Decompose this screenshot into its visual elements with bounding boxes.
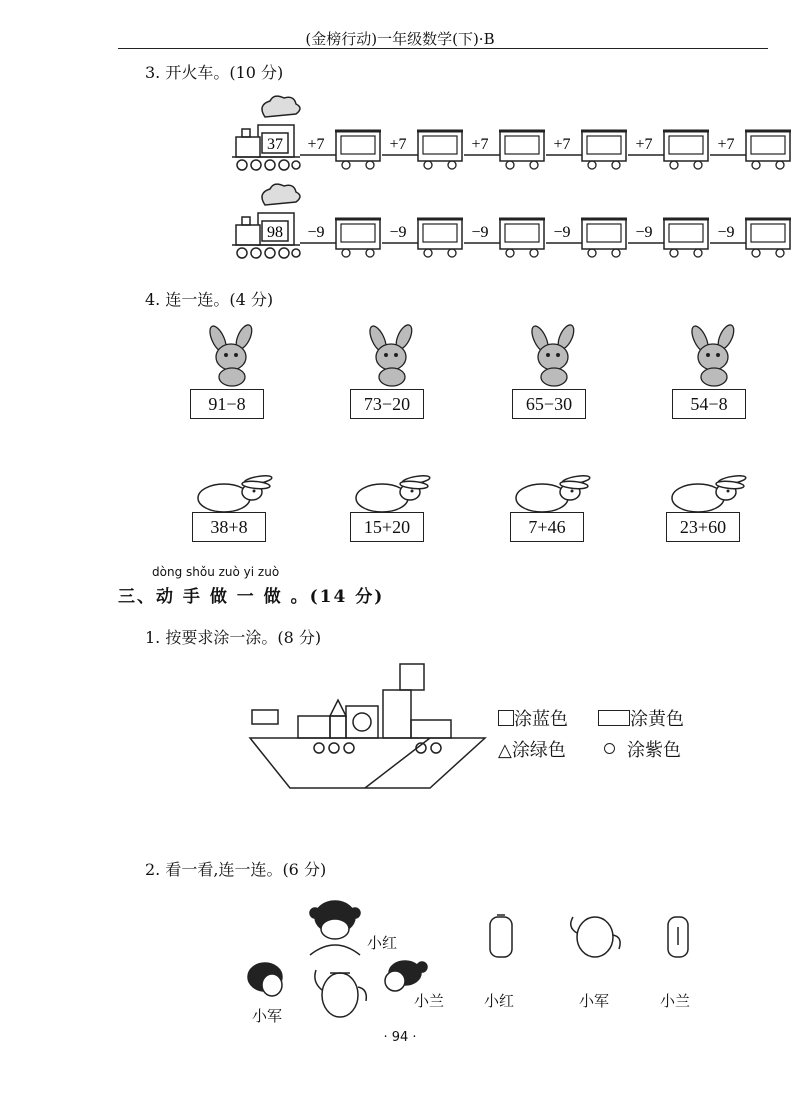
square-shape	[400, 664, 424, 690]
operator-label: −9	[717, 224, 735, 241]
train-car	[745, 219, 791, 257]
operator-label: +7	[553, 136, 571, 153]
rabbit-icon	[350, 474, 430, 514]
legend-circle: 涂紫色	[604, 736, 681, 762]
expression-box[interactable]: 91−8	[190, 389, 264, 419]
expression-box[interactable]: 73−20	[350, 389, 424, 419]
view-label-2: 小军	[579, 992, 610, 1010]
operator-label: +7	[307, 136, 325, 153]
locomotive-icon	[232, 96, 300, 170]
standing-rabbit	[520, 325, 590, 389]
view-pot-1-icon	[490, 915, 512, 957]
train-car	[663, 131, 709, 169]
section3-title: 三、动 手 做 一 做 。(14 分)	[118, 587, 385, 607]
rect-shape	[252, 710, 278, 724]
girl-xiaohong-figure	[310, 901, 360, 955]
s3q1-title: 1. 按要求涂一涂。(8 分)	[145, 628, 322, 647]
rect-shape	[298, 716, 330, 738]
locomotive-icon	[232, 184, 300, 258]
label-xiaolan: 小兰	[414, 992, 445, 1010]
rabbit-icon	[192, 474, 272, 514]
train-car	[335, 219, 381, 257]
operator-label: +7	[471, 136, 489, 153]
q4-title: 4. 连一连。(4 分)	[145, 290, 274, 309]
expression-box[interactable]: 54−8	[672, 389, 746, 419]
train-car	[581, 131, 627, 169]
ship-shapes-diagram	[245, 660, 495, 790]
rabbit-icon	[666, 474, 746, 514]
operator-label: +7	[717, 136, 735, 153]
rabbit-icon	[358, 325, 428, 385]
label-xiaojun: 小军	[252, 1007, 283, 1025]
operator-label: −9	[471, 224, 489, 241]
triangle-shape	[330, 700, 346, 716]
rabbit-icon	[198, 325, 268, 385]
operator-label: −9	[635, 224, 653, 241]
operator-label: +7	[389, 136, 407, 153]
train-car	[417, 219, 463, 257]
triangle-icon: △	[498, 740, 512, 761]
train-2	[232, 184, 791, 258]
rabbit-icon	[510, 474, 590, 514]
operator-label: +7	[635, 136, 653, 153]
train-car	[581, 219, 627, 257]
rabbit-icon	[520, 325, 590, 385]
page-number: · 94 ·	[383, 1030, 417, 1045]
operator-label: −9	[553, 224, 571, 241]
teapot-icon	[315, 970, 366, 1017]
standing-rabbit	[198, 325, 268, 389]
section3-pinyin: dòng shǒu zuò yi zuò	[152, 565, 280, 579]
expression-box[interactable]: 23+60	[666, 512, 740, 542]
rectangle-icon	[598, 710, 630, 726]
header-rule	[118, 48, 768, 49]
train2-start: 98	[267, 224, 283, 241]
train1-start: 37	[267, 136, 283, 153]
s3q2-title: 2. 看一看,连一连。(6 分)	[145, 860, 327, 879]
girl-xiaolan-figure	[385, 961, 427, 991]
running-header: (金榜行动)一年级数学(下)·B	[305, 30, 495, 48]
train-car	[745, 131, 791, 169]
view-label-1: 小红	[484, 992, 515, 1010]
expression-box[interactable]: 38+8	[192, 512, 266, 542]
expression-box[interactable]: 15+20	[350, 512, 424, 542]
boy-xiaojun-figure	[248, 963, 282, 996]
standing-rabbit	[358, 325, 428, 389]
train-diagram	[230, 95, 735, 275]
rect-shape	[330, 716, 346, 738]
circle-shape	[353, 713, 371, 731]
legend-triangle: △涂绿色	[498, 740, 566, 761]
q3-title: 3. 开火车。(10 分)	[145, 63, 284, 82]
square-icon	[498, 710, 514, 726]
expression-box[interactable]: 65−30	[512, 389, 586, 419]
rabbit-icon	[680, 325, 750, 385]
train-car	[499, 219, 545, 257]
operator-label: −9	[307, 224, 325, 241]
view-pot-2-icon	[571, 917, 620, 957]
ship-hull	[250, 738, 485, 788]
expression-box[interactable]: 7+46	[510, 512, 584, 542]
train-1	[232, 96, 791, 170]
label-xiaohong: 小红	[367, 934, 398, 952]
standing-rabbit	[680, 325, 750, 389]
square-shape	[346, 706, 378, 738]
view-pot-3-icon	[668, 917, 688, 957]
train-car	[417, 131, 463, 169]
rect-shape	[383, 690, 411, 738]
train-car	[663, 219, 709, 257]
train-car	[335, 131, 381, 169]
view-label-3: 小兰	[660, 992, 691, 1010]
rect-shape	[411, 720, 451, 738]
legend-rect: 涂黄色	[598, 705, 684, 731]
observation-scene	[240, 895, 710, 1025]
operator-label: −9	[389, 224, 407, 241]
train-car	[499, 131, 545, 169]
circle-icon	[604, 743, 615, 754]
legend-square: 涂蓝色	[498, 705, 568, 731]
